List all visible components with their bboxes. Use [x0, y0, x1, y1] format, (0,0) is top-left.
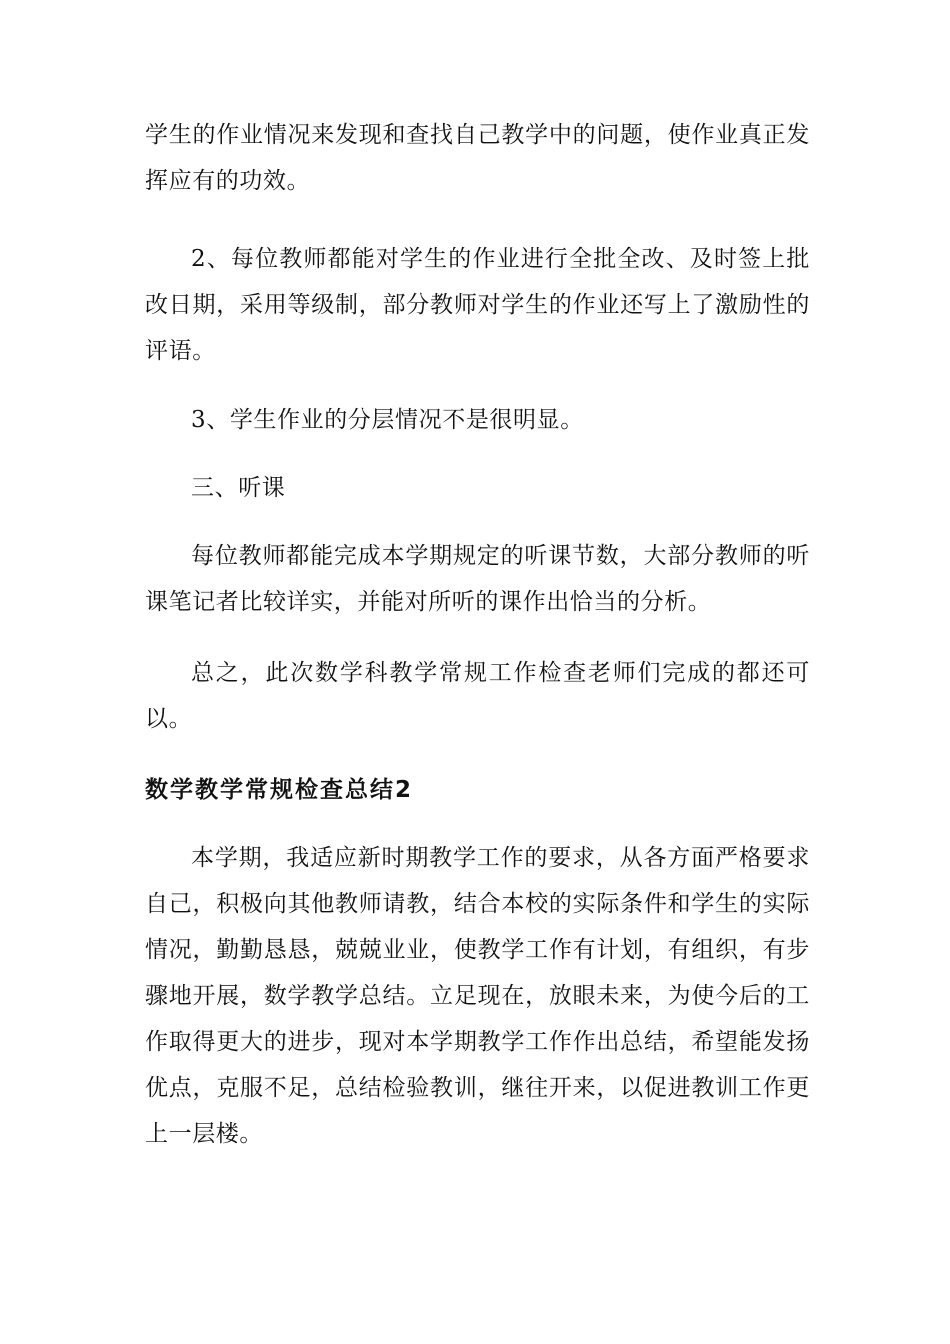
- paragraph-listening: 每位教师都能完成本学期规定的听课节数，大部分教师的听课笔记者比较详实，并能对所听的课作出恰当的分析。: [145, 543, 810, 615]
- section-title-listening: 三、听课: [191, 475, 286, 501]
- paragraph-intro: 本学期，我适应新时期教学工作的要求，从各方面严格要求自己，积极向其他教师请教，结合本校的实际条件和学生的实际情况，勤勤恳恳，兢兢业业，使教学工作有计划，有组织，有步骤地开展，数学教学总结。立足现在，放眼未来，为使今后的工作取得更大的进步，现对本学期教学工作作出总结，希望能发扬优点，克服不足，总结检验教训，继往开来，以促进教训工作更上一层楼。: [145, 845, 810, 1147]
- paragraph-item-2: 2、每位教师都能对学生的作业进行全批全改、及时签上批改日期，采用等级制，部分教师对学生的作业还写上了激励性的评语。: [145, 246, 810, 364]
- paragraph-continuation: 学生的作业情况来发现和查找自己教学中的问题，使作业真正发挥应有的功效。: [145, 122, 810, 194]
- section-heading-2: 数学教学常规检查总结2: [145, 777, 414, 803]
- paragraph-conclusion: 总之，此次数学科教学常规工作检查老师们完成的都还可以。: [145, 660, 810, 732]
- paragraph-item-3: 3、学生作业的分层情况不是很明显。: [191, 407, 584, 433]
